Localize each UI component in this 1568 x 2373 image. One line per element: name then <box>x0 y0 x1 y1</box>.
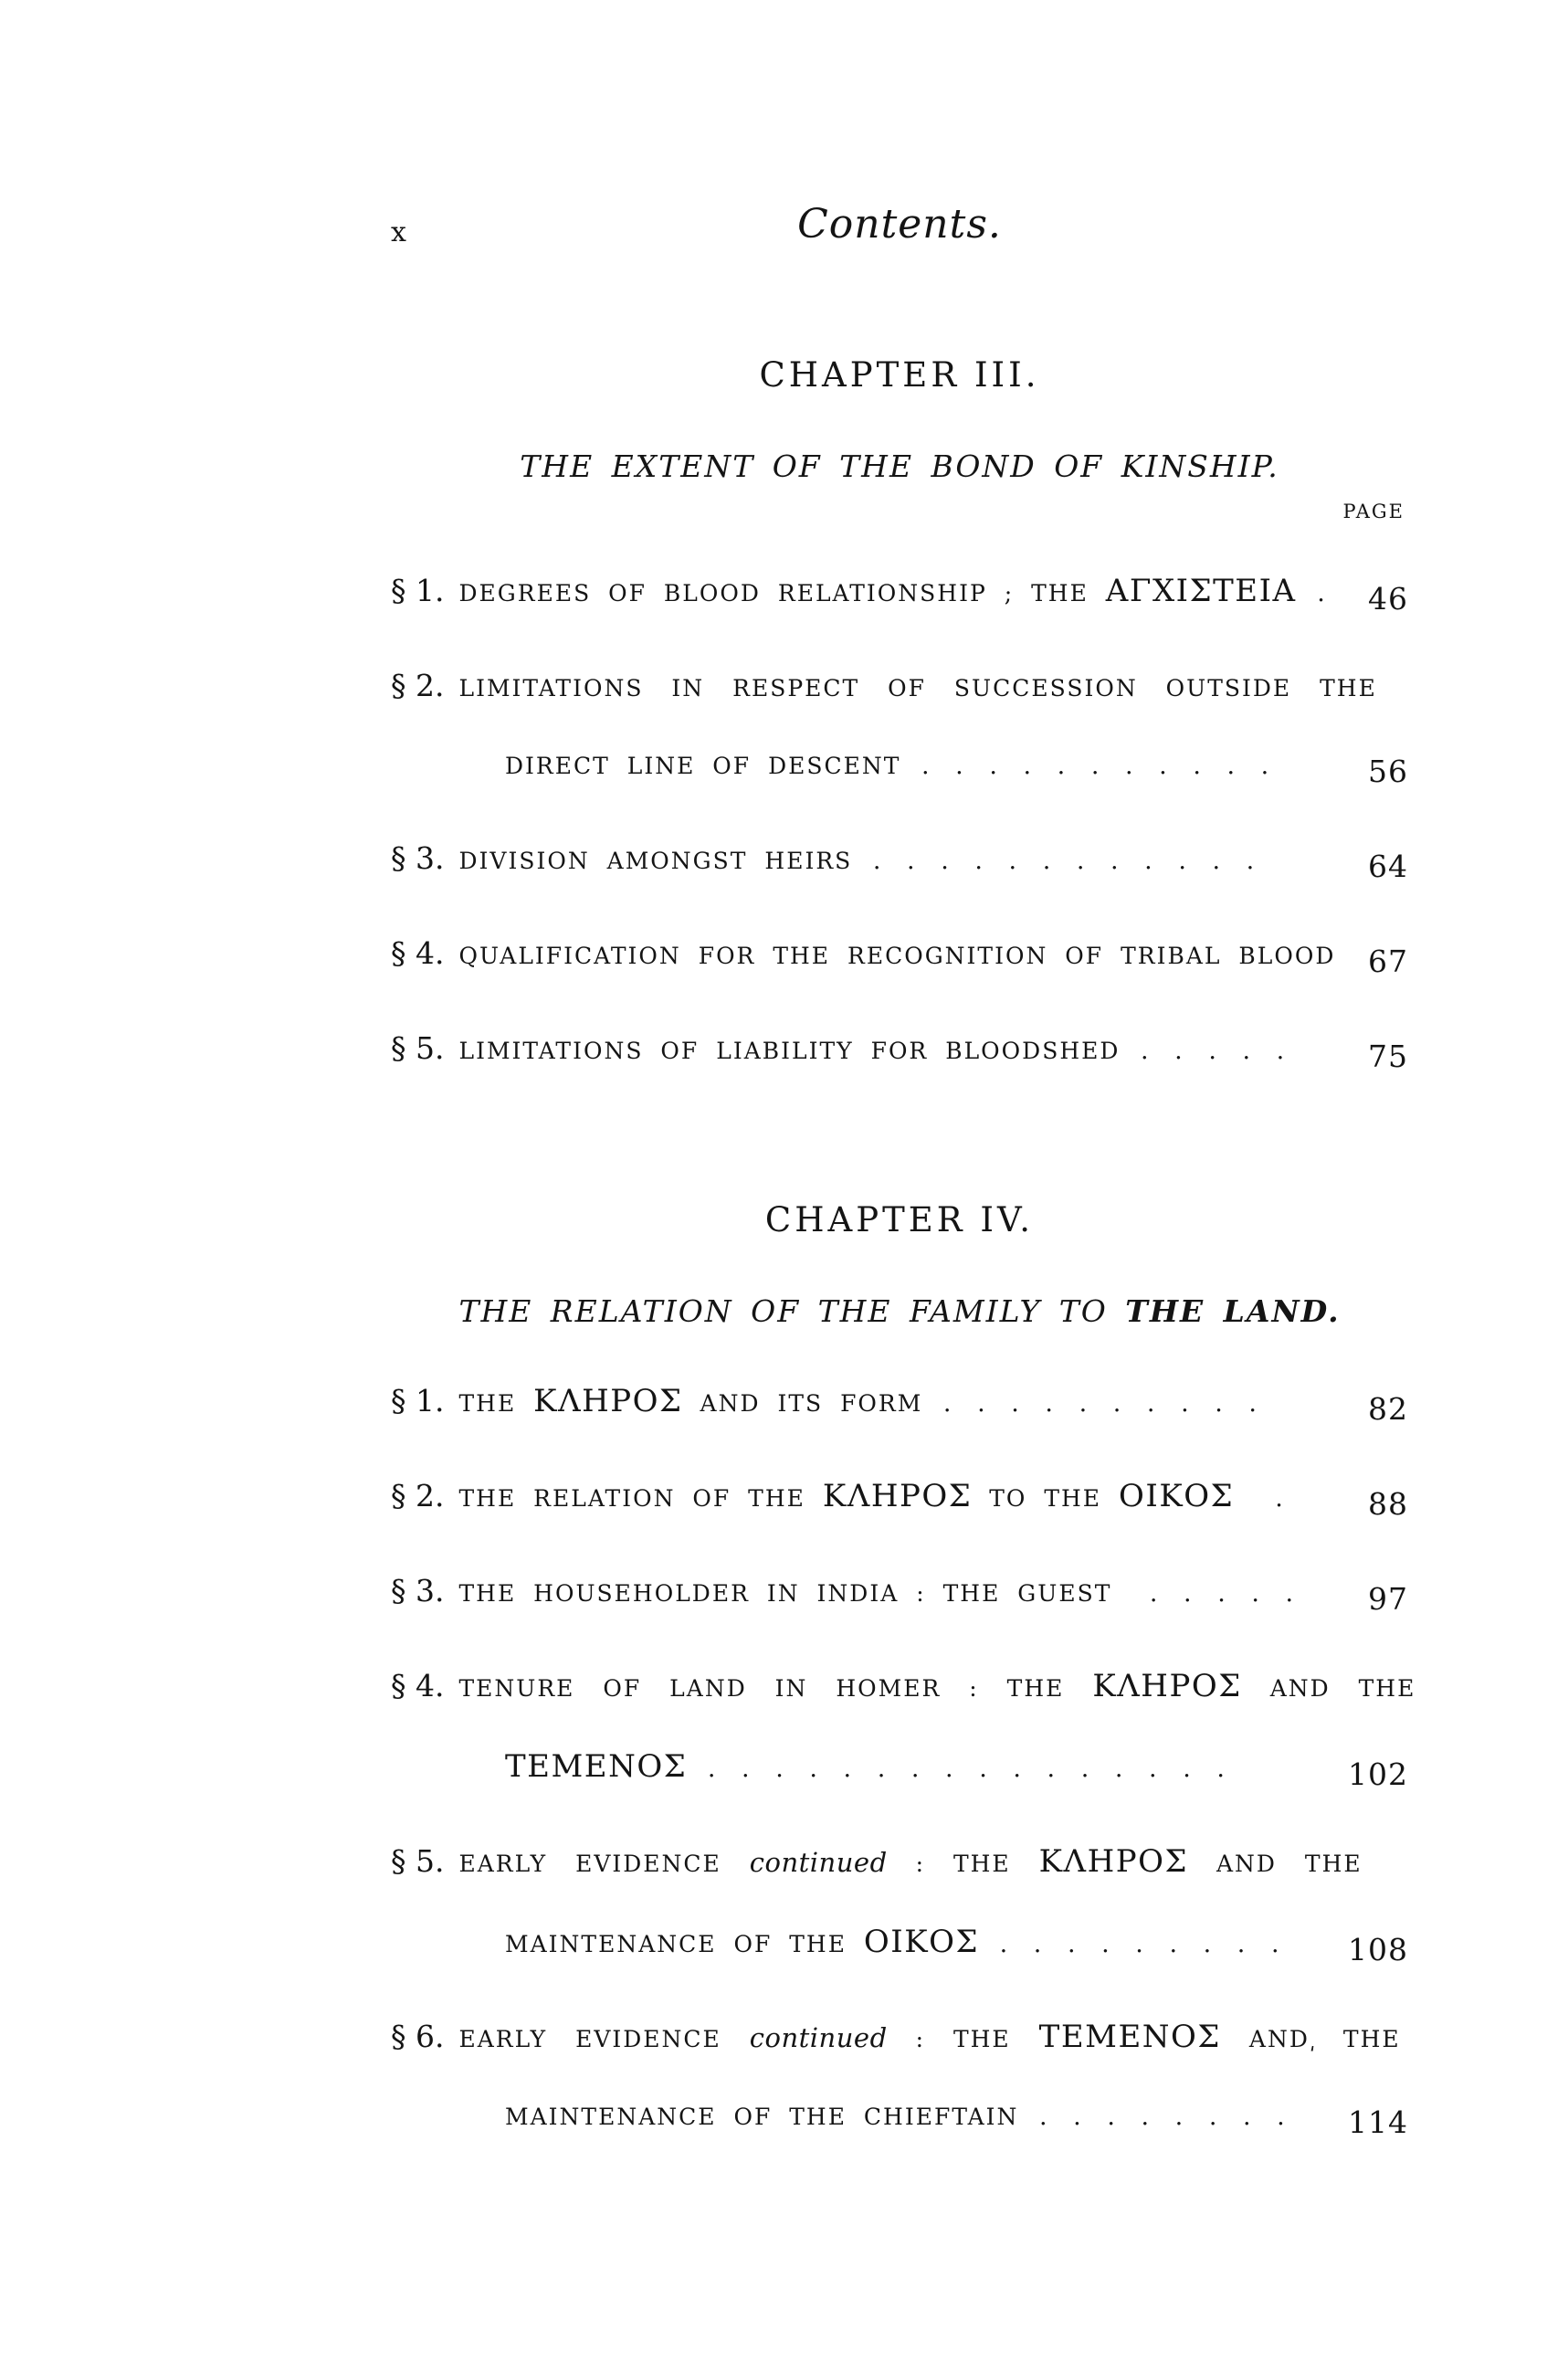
page-number: 114 <box>1348 2104 1408 2140</box>
chapter-title-segment: THE RELATION OF THE FAMILY TO <box>458 1293 1126 1329</box>
toc-entry-segment: DIRECT LINE OF DESCENT <box>505 753 901 779</box>
toc-entry-segment: THE <box>458 1390 534 1417</box>
toc-entry-segment: . . . . . . . . . . . . . . . . <box>687 1755 1230 1783</box>
toc-entry-line <box>391 933 1408 980</box>
toc-entry-segment: ΚΛΗΡΟΣ <box>533 1383 683 1419</box>
page-number: 67 <box>1368 944 1408 979</box>
section-number: § 4. <box>391 935 445 971</box>
toc-entry <box>391 838 1408 885</box>
toc-entry <box>391 570 1408 617</box>
section-number: § 4. <box>391 1668 445 1703</box>
toc-entry-segment: EARLY EVIDENCE <box>458 2026 750 2052</box>
chapter-2 <box>391 1199 1416 2141</box>
toc-entry-line <box>391 2096 1408 2141</box>
folio-page-number: x <box>391 216 406 248</box>
chapter-heading: CHAPTER III. <box>759 355 1040 395</box>
toc-entry-line <box>391 570 1408 617</box>
page-number: 82 <box>1368 1391 1408 1427</box>
toc-entry-line <box>391 1921 1408 1968</box>
toc-entry-segment: ΤΕΜΕΝΟΣ <box>1038 2019 1221 2055</box>
toc-entry-segment: ΑΓΧΙΣΤΕΙΑ <box>1105 573 1297 609</box>
toc-entry-segment: QUALIFICATION FOR THE RECOGNITION OF TRIBAL BLOOD <box>458 943 1336 969</box>
page-number: 75 <box>1368 1039 1408 1074</box>
page-number: 108 <box>1348 1932 1408 1967</box>
page-number: 46 <box>1368 581 1408 617</box>
toc-entry-segment: ΟΙΚΟΣ <box>863 1924 980 1960</box>
toc-entry <box>391 665 1408 790</box>
section-number: § 5. <box>391 1030 445 1066</box>
page-number: 97 <box>1368 1581 1408 1617</box>
toc-entry-segment: AND <box>1220 2026 1310 2052</box>
chapter-heading: CHAPTER IV. <box>764 1200 1035 1239</box>
page-number: 56 <box>1368 754 1408 789</box>
page-number: 102 <box>1348 1756 1408 1792</box>
toc-entry-segment: : THE <box>887 1851 1039 1877</box>
toc-entry-segment: LIMITATIONS IN RESPECT OF SUCCESSION OUTSIDE THE <box>458 675 1377 701</box>
toc-entry <box>391 1665 1416 1793</box>
chapter-title <box>391 1291 1408 1333</box>
table-of-contents <box>391 0 1416 2141</box>
toc-entry-line <box>391 665 1408 712</box>
toc-entry-line <box>391 1570 1408 1618</box>
toc-entry <box>391 1840 1408 1968</box>
toc-entry <box>391 1475 1408 1523</box>
section-number: § 3. <box>391 840 445 876</box>
toc-entry-segment: . . . . . <box>1120 1037 1290 1065</box>
chapter-1 <box>391 354 1408 1075</box>
toc-entry <box>391 1028 1408 1075</box>
toc-entry-segment: DIVISION AMONGST HEIRS <box>458 848 853 874</box>
toc-entry-segment: . . . . . . . . <box>1018 2103 1290 2131</box>
toc-entry-segment: THE HOUSEHOLDER IN INDIA : THE GUEST <box>458 1580 1130 1607</box>
toc-entry-line <box>391 745 1408 790</box>
toc-entry-line <box>391 2016 1408 2063</box>
toc-entry-line <box>391 1840 1408 1888</box>
toc-entry <box>391 2016 1408 2141</box>
toc-entry-segment: . . . . . . . . . . . . <box>852 847 1260 875</box>
toc-entry-segment: LIMITATIONS OF LIABILITY FOR BLOODSHED <box>458 1038 1121 1064</box>
toc-entry-segment: . <box>1234 1484 1289 1513</box>
toc-entry-segment: . . . . . . . . . . . <box>900 752 1275 780</box>
toc-entry-segment: AND THE <box>1241 1675 1416 1702</box>
toc-entry-segment: ΚΛΗΡΟΣ <box>822 1478 973 1514</box>
toc-entry-line <box>391 1665 1416 1713</box>
section-number: § 1. <box>391 1383 445 1419</box>
toc-entry-segment: ΤΕΜΕΝΟΣ <box>505 1748 688 1785</box>
page-number: 64 <box>1368 849 1408 884</box>
toc-entry-segment: continued <box>749 1847 888 1878</box>
toc-entry-segment: TENURE OF LAND IN HOMER : THE <box>458 1675 1093 1702</box>
toc-entry-segment: ΚΛΗΡΟΣ <box>1038 1843 1189 1880</box>
toc-entry-segment: TO THE <box>972 1485 1120 1512</box>
toc-entry-line <box>391 838 1408 885</box>
section-number: § 5. <box>391 1843 445 1879</box>
toc-entry-segment: . . . . . . . . . . <box>922 1389 1262 1418</box>
section-number: § 3. <box>391 1573 445 1608</box>
toc-entry-segment: continued <box>749 2022 888 2053</box>
chapter-title-segment: THE EXTENT OF THE BOND OF KINSHIP. <box>520 448 1279 484</box>
toc-entry-line <box>391 1745 1408 1793</box>
toc-entry-segment: DEGREES OF BLOOD RELATIONSHIP ; THE <box>458 580 1106 606</box>
running-title: Contents. <box>797 201 1002 248</box>
toc-entry-segment: ΟΙΚΟΣ <box>1119 1478 1235 1514</box>
section-number: § 1. <box>391 573 445 608</box>
chapter-title <box>391 446 1408 488</box>
toc-entry <box>391 1570 1408 1618</box>
toc-entry-line <box>391 1380 1408 1428</box>
toc-entry-line <box>391 1028 1408 1075</box>
toc-entry-segment: AND ITS FORM <box>682 1390 923 1417</box>
section-number: § 2. <box>391 668 445 703</box>
toc-entry-segment: : THE <box>887 2026 1039 2052</box>
section-number: § 6. <box>391 2019 445 2054</box>
toc-entry-segment: ͵ <box>1309 2030 1315 2052</box>
toc-entry-segment: . . . . . . . . . <box>979 1930 1285 1958</box>
toc-entry <box>391 933 1408 980</box>
toc-entry-segment: THE <box>1314 2026 1401 2052</box>
toc-entry-segment: AND THE <box>1188 1851 1363 1877</box>
toc-entry-segment: ΚΛΗΡΟΣ <box>1092 1668 1242 1704</box>
toc-entry-segment: THE RELATION OF THE <box>458 1485 823 1512</box>
chapter-title-segment: THE LAND. <box>1125 1293 1341 1329</box>
toc-entry-segment: . . . . . <box>1129 1579 1300 1608</box>
page-column-label: PAGE <box>1342 501 1405 522</box>
page-number: 88 <box>1368 1486 1408 1522</box>
toc-entry-segment: MAINTENANCE OF THE <box>505 1931 864 1957</box>
toc-entry-segment: EARLY EVIDENCE <box>458 1851 750 1877</box>
toc-entry-segment: MAINTENANCE OF THE CHIEFTAIN <box>505 2104 1019 2130</box>
toc-entry <box>391 1380 1408 1428</box>
toc-entry-segment: . <box>1296 579 1331 607</box>
section-number: § 2. <box>391 1478 445 1513</box>
toc-entry-line <box>391 1475 1408 1523</box>
